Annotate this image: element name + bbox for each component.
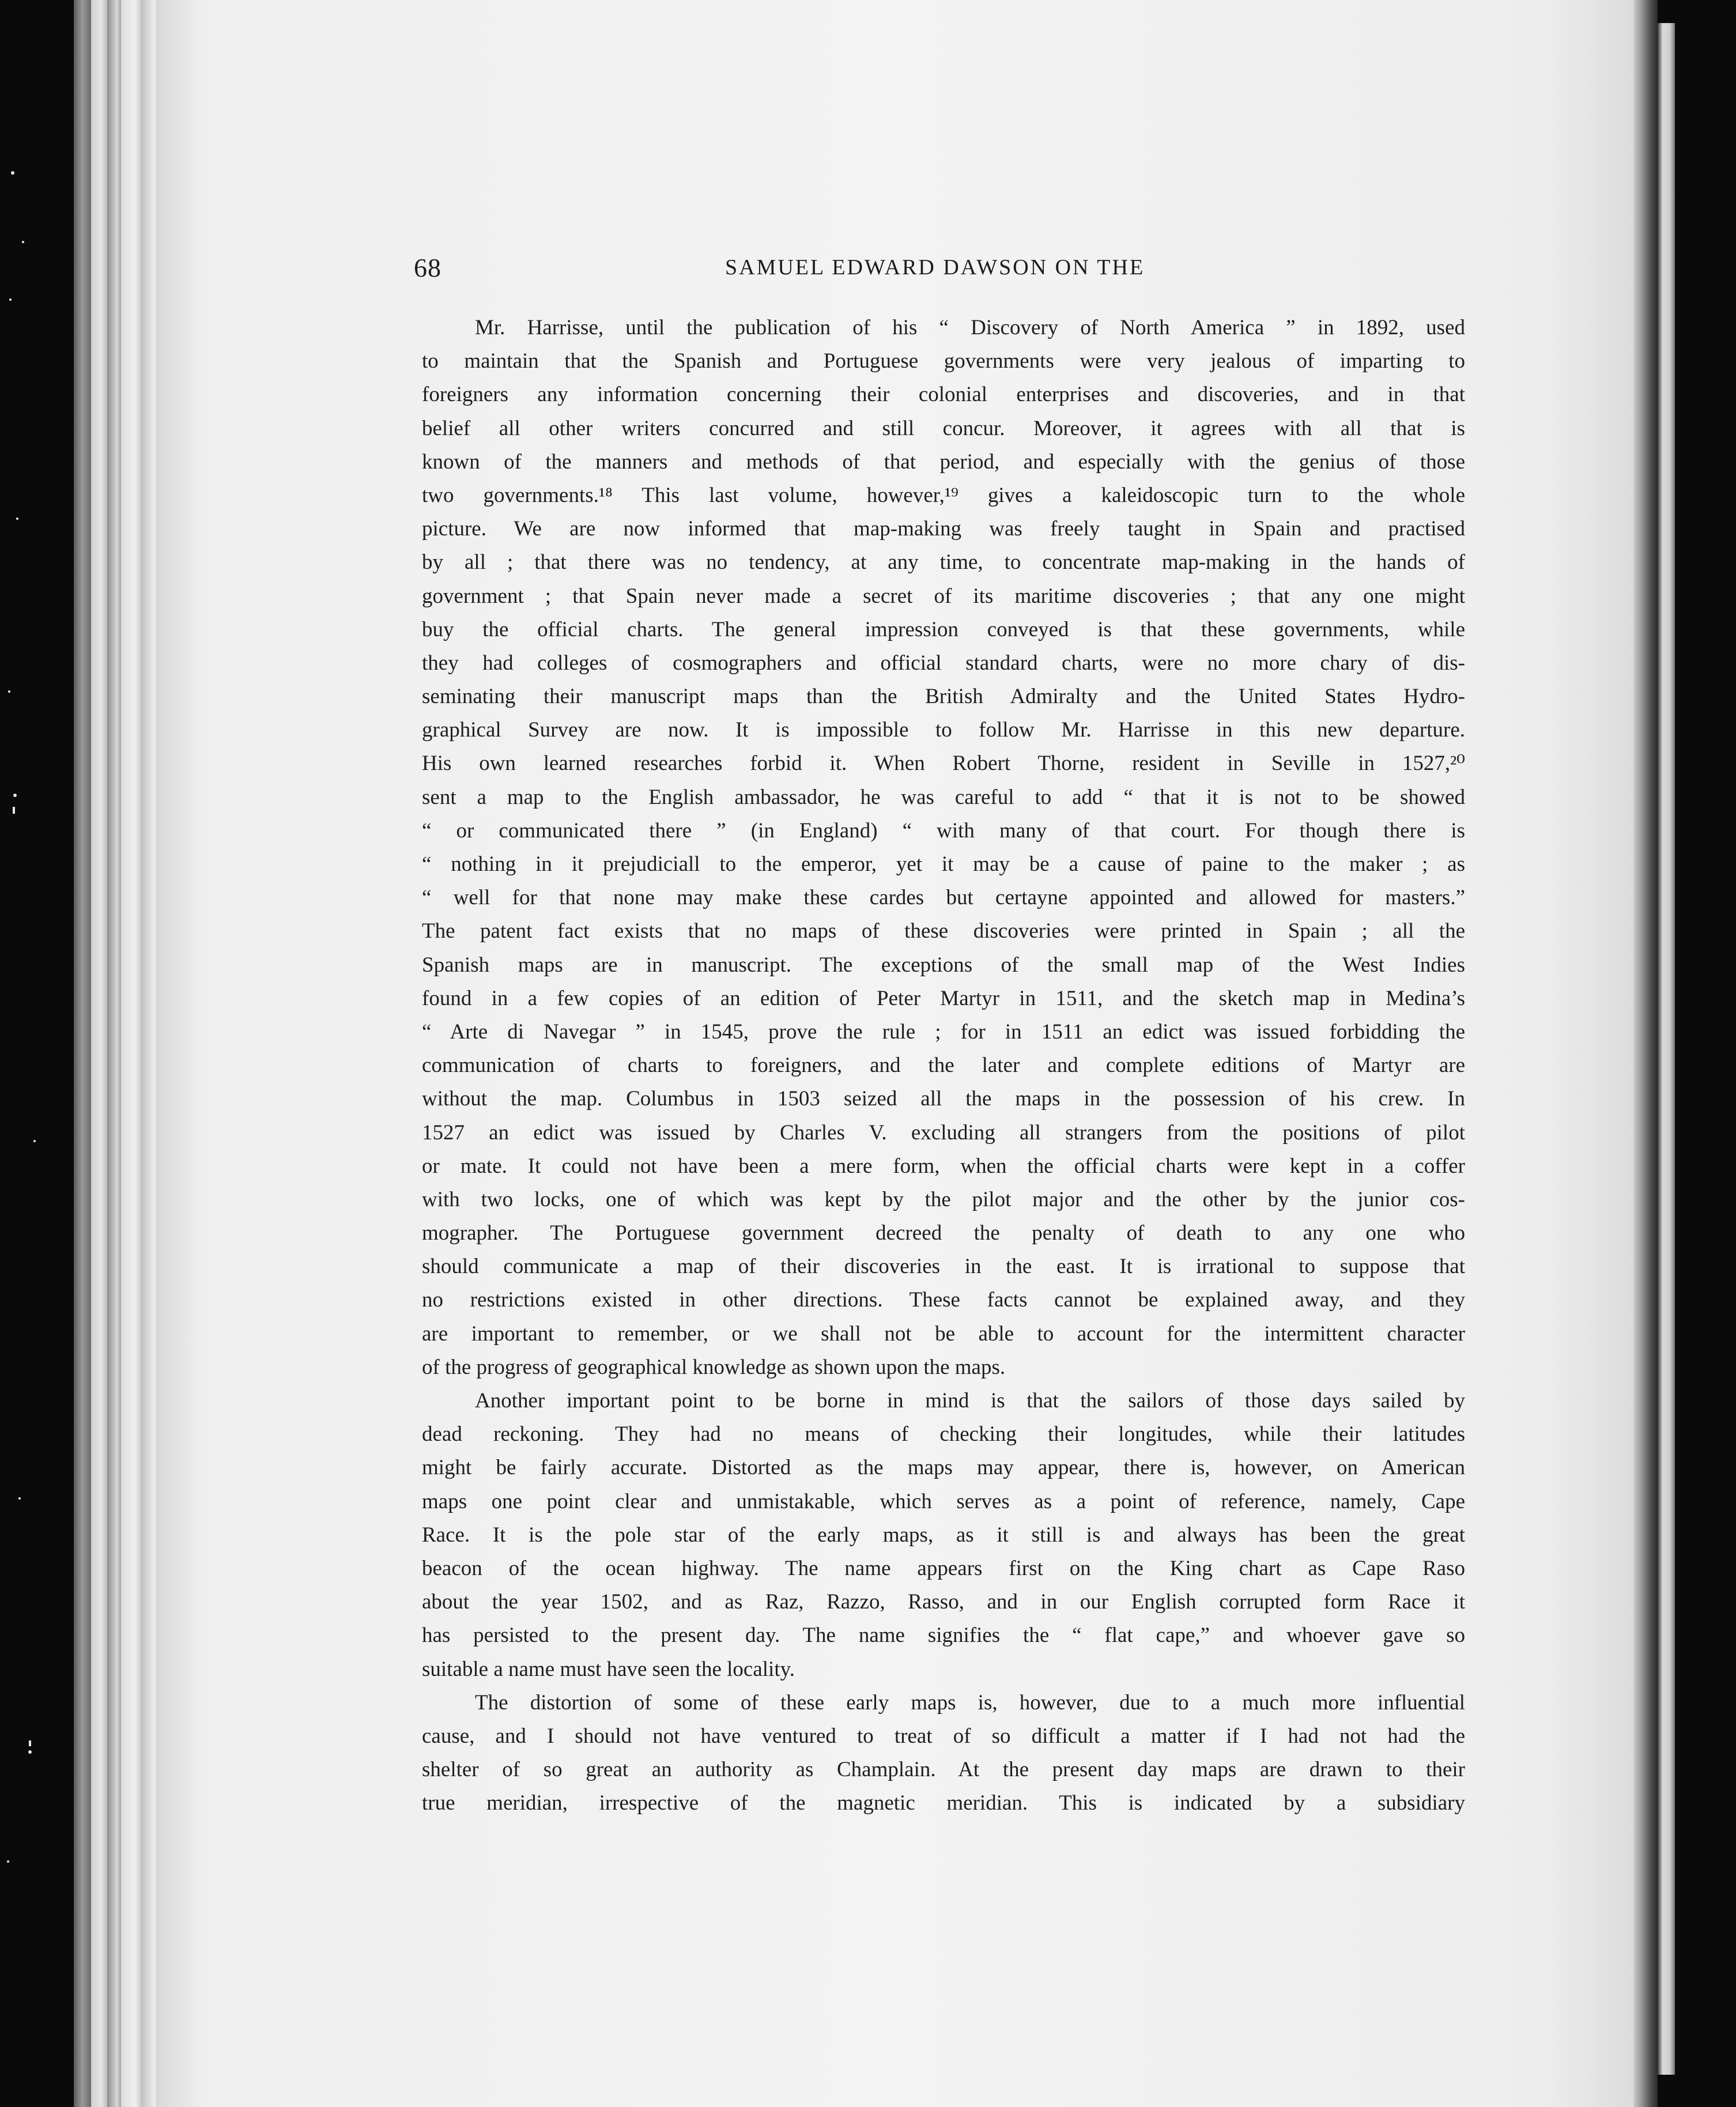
text-line: belief all other writers concurred and still concur. Moreover, it agrees with all that is bbox=[422, 416, 1465, 440]
text-line: picture. We are now informed that map-making was freely taught in Spain and practised bbox=[422, 517, 1465, 541]
text-line: to maintain that the Spanish and Portuguese governments were very jealous of imparting to bbox=[422, 349, 1465, 373]
text-line: “ Arte di Navegar ” in 1545, prove the rule ; for in 1511 an edict was issued forbidding the bbox=[422, 1019, 1465, 1044]
text-line: two governments.¹⁸ This last volume, however,¹⁹ gives a kaleidoscopic turn to the whole bbox=[422, 483, 1465, 507]
text-line: should communicate a map of their discoveries in the east. It is irrational to suppose that bbox=[422, 1255, 1465, 1279]
text-line: Mr. Harrisse, until the publication of his “ Discovery of North America ” in 1892, used bbox=[475, 316, 1465, 339]
text-line: dead reckoning. They had no means of checking their longitudes, while their latitudes bbox=[422, 1422, 1465, 1447]
text-line: without the map. Columbus in 1503 seized all the maps in the possession of his crew. In bbox=[422, 1087, 1465, 1111]
binding-shadow bbox=[1633, 0, 1658, 2107]
text-line: found in a few copies of an edition of Peter Martyr in 1511, and the sketch map in Medina’s bbox=[422, 986, 1465, 1010]
paragraph bbox=[422, 311, 1465, 1384]
text-line: “ well for that none may make these cardes but certayne appointed and allowed for masters.” bbox=[422, 886, 1465, 910]
page-edge bbox=[121, 0, 141, 2107]
text-line: buy the official charts. The general impression conveyed is that these governments, while bbox=[422, 617, 1465, 641]
text-line: no restrictions existed in other directions. These facts cannot be explained away, and they bbox=[422, 1288, 1465, 1312]
text-line: are important to remember, or we shall not be able to account for the intermittent character bbox=[422, 1321, 1465, 1346]
page-header bbox=[414, 252, 1465, 293]
text-line: has persisted to the present day. The name signifies the “ flat cape,” and whoever gave so bbox=[422, 1623, 1465, 1648]
text-line: Spanish maps are in manuscript. The exceptions of the small map of the West Indies bbox=[422, 953, 1465, 977]
text-line: maps one point clear and unmistakable, which serves as a point of reference, namely, Cape bbox=[422, 1489, 1465, 1513]
text-line: might be fairly accurate. Distorted as the maps may appear, there is, however, on American bbox=[422, 1456, 1465, 1480]
text-line: The patent fact exists that no maps of these discoveries were printed in Spain ; all the bbox=[422, 919, 1465, 943]
page-edge bbox=[74, 0, 91, 2107]
facing-page-edge bbox=[1658, 23, 1675, 2075]
text-line: “ nothing in it prejudiciall to the emperor, yet it may be a cause of paine to the maker ; as bbox=[422, 852, 1465, 876]
text-line: graphical Survey are now. It is impossible to follow Mr. Harrisse in this new departure. bbox=[422, 718, 1465, 742]
text-line: cause, and I should not have ventured to treat of so difficult a matter if I had not had the bbox=[422, 1724, 1465, 1748]
text-line: government ; that Spain never made a secret of its maritime discoveries ; that any one might bbox=[422, 584, 1465, 608]
text-line: foreigners any information concerning their colonial enterprises and discoveries, and in that bbox=[422, 383, 1465, 407]
text-line: of the progress of geographical knowledge as shown upon the maps. bbox=[422, 1355, 1006, 1379]
text-line: they had colleges of cosmographers and official standard charts, were no more chary of dis- bbox=[422, 651, 1465, 675]
text-line: Race. It is the pole star of the early maps, as it still is and always has been the great bbox=[422, 1523, 1465, 1547]
text-line: true meridian, irrespective of the magnetic meridian. This is indicated by a subsidiary bbox=[422, 1791, 1465, 1815]
text-line: with two locks, one of which was kept by the pilot major and the other by the junior cos- bbox=[422, 1187, 1465, 1211]
text-line: 1527 an edict was issued by Charles V. excluding all strangers from the positions of pilot bbox=[422, 1120, 1465, 1145]
text-line: The distortion of some of these early maps is, however, due to a much more influential bbox=[475, 1690, 1465, 1715]
text-line: beacon of the ocean highway. The name appears first on the King chart as Cape Raso bbox=[422, 1556, 1465, 1580]
text-line: suitable a name must have seen the locality. bbox=[422, 1657, 795, 1681]
page-edge bbox=[107, 0, 121, 2107]
text-line: His own learned researches forbid it. When Robert Thorne, resident in Seville in 1527,²⁰ bbox=[422, 752, 1465, 776]
text-line: seminating their manuscript maps than the British Admiralty and the United States Hydro- bbox=[422, 685, 1465, 709]
page-edge bbox=[91, 0, 107, 2107]
text-line: shelter of so great an authority as Champlain. At the present day maps are drawn to their bbox=[422, 1758, 1465, 1782]
text-line: by all ; that there was no tendency, at any time, to concentrate map-making in the hands of bbox=[422, 550, 1465, 575]
text-line: sent a map to the English ambassador, he was careful to add “ that it is not to be showed bbox=[422, 785, 1465, 809]
text-line: about the year 1502, and as Raz, Razzo, Rasso, and in our English corrupted form Race it bbox=[422, 1590, 1465, 1614]
text-line: “ or communicated there ” (in England) “ with many of that court. For though there is bbox=[422, 818, 1465, 843]
page-number: 68 bbox=[414, 253, 441, 282]
paragraph bbox=[422, 1384, 1465, 1686]
text-line: or mate. It could not have been a mere form, when the official charts were kept in a coffer bbox=[422, 1154, 1465, 1178]
scan-specks bbox=[0, 0, 69, 2107]
text-line: Another important point to be borne in mind is that the sailors of those days sailed by bbox=[475, 1389, 1465, 1413]
running-head: SAMUEL EDWARD DAWSON ON THE bbox=[725, 255, 1145, 280]
paragraph bbox=[422, 1686, 1465, 1821]
text-line: known of the manners and methods of that period, and especially with the genius of those bbox=[422, 450, 1465, 474]
page-edge bbox=[141, 0, 158, 2107]
text-line: communication of charts to foreigners, and the later and complete editions of Martyr are bbox=[422, 1054, 1465, 1078]
text-line: mographer. The Portuguese government decreed the penalty of death to any one who bbox=[422, 1221, 1465, 1245]
body-text bbox=[422, 311, 1465, 1820]
